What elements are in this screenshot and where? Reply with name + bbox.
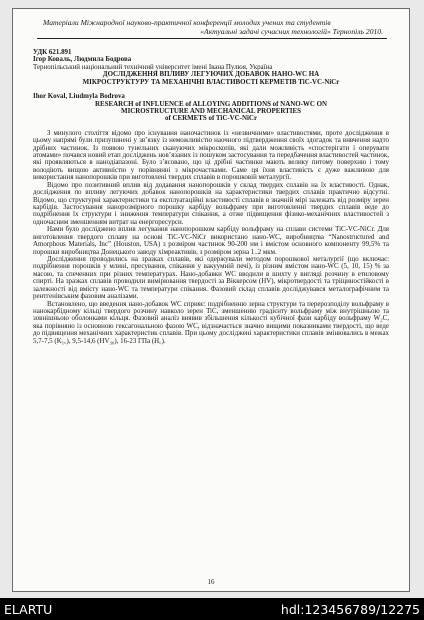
header-line-1: Матеріали Міжнародної науково-практичної конференції молодих учених та студентів	[43, 18, 331, 27]
header-rule	[37, 38, 387, 39]
title-en	[33, 101, 389, 123]
footer-repository-name: ELARTU	[4, 602, 53, 617]
title-en-line-2: MICROSTRUCTURE AND MECHANICAL PROPERTIES	[121, 106, 301, 115]
affiliation: Тернопільський національний технічний університет імені Івана Пулюя, Україна	[33, 62, 273, 71]
page-number: 16	[207, 578, 215, 586]
header-line-2: «Актуальні задачі сучасних технологій» Тернопіль 2010.	[200, 27, 383, 36]
paragraph-materials: Нами було досліджено вплив легування нанопорошком карбіду вольфраму на сплави системи TiC-VC-NiCr. Для виготовлення твердого сплаву на основі TiC-VC-NiCr використано нано-WC, виробництва “Nanostructured and Amorphous Materials, Inc” (Houston, USA) з розміром частинок 90-200 нм і вмістом основного компоненту 99,5% та порошки виробництва Донецького заводу хімреактивів, з розміром зерна 1..2 мкм.	[33, 225, 389, 256]
conference-header	[43, 18, 383, 36]
footer-handle: hdl:123456789/12275	[280, 602, 420, 617]
article-body	[33, 49, 389, 345]
paragraph-background: Відомо про позитивний вплив від додавання нанопорошків у склад твердих сплавів на їх властивості. Однак, дослідження по впливу легуючих добавок нанопорошків на характеристики твердих сплавів практично відсутні. Відомо, що структурні характеристики та експлуатаційні властивості сплавів в значній мірі залежать від розміру зерен карбідів. Застосування нанорозмірного порошку карбіду вольфраму при виготовленні твердих сплавів веде до подрібнення їх структури і зниження температури спікання, а отже підвищення фізико-механічних властивостей з одночасним зменшенням витрат на енергоресурси.	[33, 180, 389, 226]
title-ua-line-1: ДОСЛІДЖЕННЯ ВПЛИВУ ЛЕГУЮЧИХ ДОБАВОК НАНО-WC НА	[102, 70, 320, 79]
authors-en: Ihor Koval, Liudmyla Bodrova	[33, 92, 125, 101]
title-ua	[33, 71, 389, 86]
title-en-line-3: of CERMETS of TiC-VC-NiCr	[164, 114, 258, 123]
title-en-line-1: RESEARCH of INFLUENCE of ALLOYING ADDITIONS of NANO-WC ON	[94, 99, 328, 108]
paragraph-intro: З минулого століття відомо про існування наночастинок із «незвичними» властивостями, проте дослідження в цьому напрямі були призупинені у зв’язку із неможливістю наочного підтвердження своїх здогадок та вивчення надто дрібних частинок. Із появою тунельних скануючих мікроскопів, які дали можливість «спостерігати і оперувати атомами» почався новий етап досліджень нов’язаних із пошуком застосування та передбачення властивостей частинок, які проявляються в нанодіапазоні. Було з’ясовано, що ці дрібні частинки мають велику питому поверхню і тому володіють вищою активністю у порівнянні з мікрочастками. Саме ця їхня властивість є дуже важливою для використання нанопорошків при виготовлені твердих сплавів в порошковій металургії.	[33, 128, 389, 182]
repository-footer-bar	[0, 598, 424, 620]
authors-ua: Ігор Коваль, Людмила Бодрова	[33, 55, 132, 64]
paragraph-methods: Дослідження проводились на зразках сплавів, які одержували методом порошкової металургії (що включає: подрібнення порошків у млині, пресування, спікання у вакуумній печі), із різним вмістом нано-WC (5, 10, 15) % за масою, та спеченних при різних температурах. Нано-добавки WC вводили в шихту у вигляді розчину в етиловому спирті. На зразках сплавів проводили вимірювання твердості за Віккерсом (HV), мікротвердості та тріщиностійкості в залежності від вмісту нано-WC та температури спікання. Фазовий склад сплавів досліджувався металографічним та рентгенівським фазовим аналізами.	[33, 254, 389, 301]
document-page	[12, 8, 410, 592]
udk-code: УДК 621.891	[33, 48, 72, 56]
paragraph-results: Встановлено, що введення нано-добавок WC сприяє: подрібненню зерна структури та перерозподілу вольфраму в нанокарбідному кільці твердого розчину навколо зерен TiC, зменшенню градієнту вольфраму між внутрішньою та зовнішньою оболонками кільця. Фазовий аналіз виявив збільшення кількості кубічної фази карбіду вольфраму W₂C, яка порівняно із основною гексагональною фазою WC, відзначається значно вищими показниками твердості, що веде до підвищення механічних характеристик сплавів. При цьому досліджені характеристики сплавів змінювались в межах 5,7-7,5 (K₁꜀), 9,5-14,6 (HV₃₀), 16-23 ГПа (H꜀).	[33, 299, 389, 345]
title-ua-line-2: МІКРОСТРУКТУРУ ТА МЕХАНІЧНІ ВЛАСТИВОСТІ КЕРМЕТІВ TiC-VC-NiCr	[82, 77, 340, 86]
